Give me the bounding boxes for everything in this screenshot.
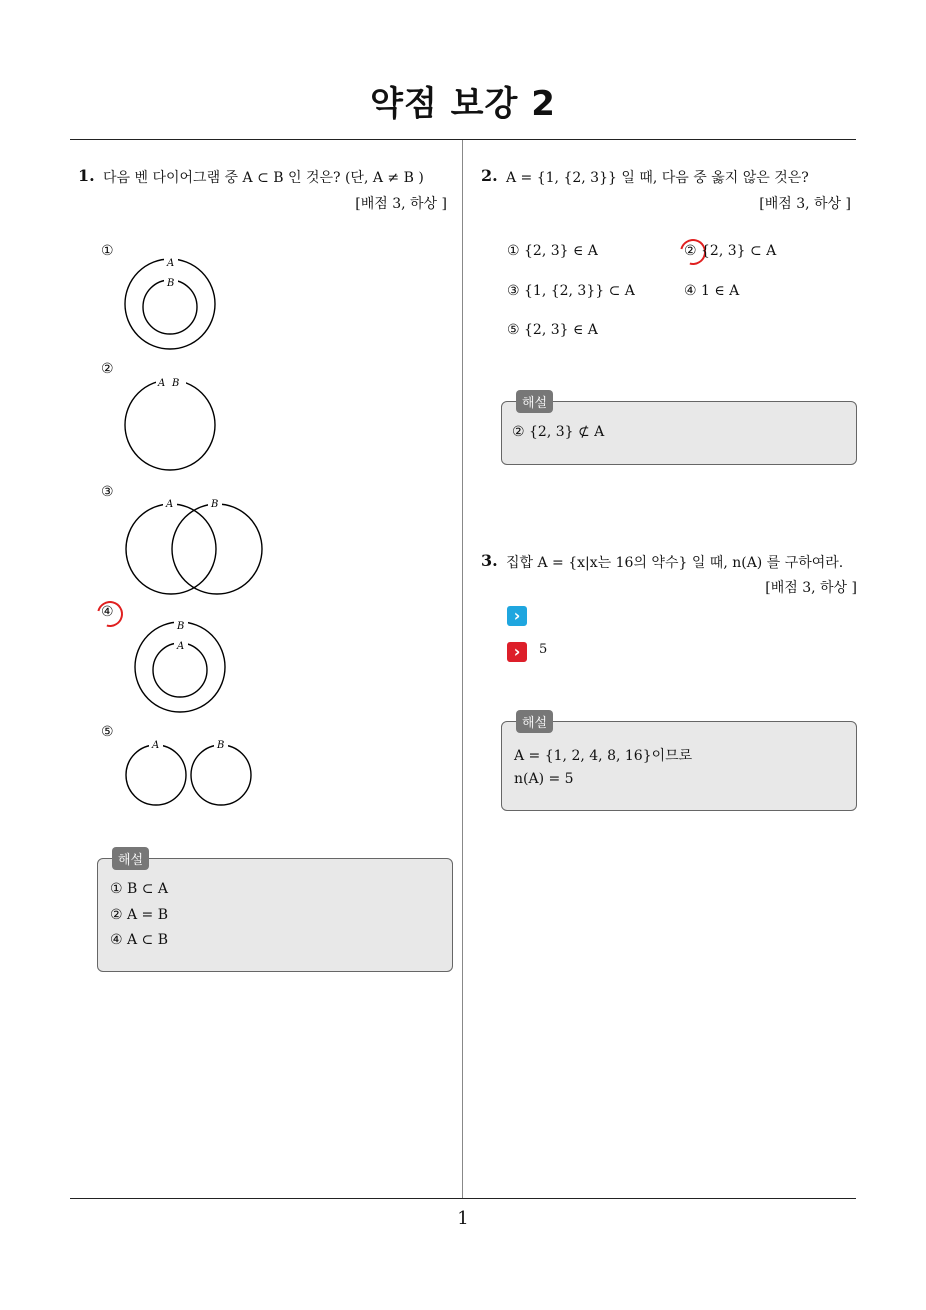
q1-score: [배점 3, 하상 ]: [355, 196, 447, 212]
q2-option-4[interactable]: ④ 1 ∈ A: [684, 283, 740, 299]
answer-reveal-icon[interactable]: ›: [507, 642, 527, 662]
answer-toggle-icon[interactable]: ›: [507, 606, 527, 626]
q3-solution-line: A = {1, 2, 4, 8, 16}이므로: [514, 748, 693, 764]
venn-diagram-1: [118, 255, 228, 355]
q1-solution-tab: 해설: [112, 847, 149, 870]
column-divider: [462, 140, 463, 1198]
q1-option-4[interactable]: ④: [101, 604, 114, 620]
q2-score: [배점 3, 하상 ]: [759, 196, 851, 212]
q2-option-5[interactable]: ⑤ {2, 3} ∈ A: [507, 322, 598, 338]
q3-text: 집합 A = {x|x는 16의 약수} 일 때, n(A) 를 구하여라.: [506, 555, 844, 571]
q1-option-3[interactable]: ③: [101, 484, 114, 500]
page-title: 약점 보강 2: [370, 84, 556, 124]
set-label-a: A: [158, 378, 166, 389]
set-label-b: B: [167, 278, 175, 289]
top-divider: [70, 139, 856, 140]
set-label-a: A: [177, 641, 185, 652]
set-label-b: B: [177, 621, 185, 632]
q3-answer-value: 5: [539, 642, 548, 657]
venn-diagram-3: [118, 495, 268, 595]
set-label-b: B: [217, 740, 225, 751]
page-number: 1: [457, 1208, 469, 1229]
q3-score: [배점 3, 하상 ]: [765, 580, 857, 596]
venn-diagram-2: [118, 375, 228, 475]
q1-number: 1.: [78, 166, 95, 185]
q1-option-2[interactable]: ②: [101, 361, 114, 377]
q1-option-5[interactable]: ⑤: [101, 724, 114, 740]
q2-number: 2.: [481, 166, 498, 185]
q3-solution-line: n(A) = 5: [514, 771, 574, 787]
set-label-a: A: [167, 258, 175, 269]
q2-option-3[interactable]: ③ {1, {2, 3}} ⊂ A: [507, 283, 635, 299]
q1-solution-line: ② A = B: [110, 907, 169, 923]
q2-solution-line: ② {2, 3} ⊄ A: [512, 424, 605, 440]
q2-solution-tab: 해설: [516, 390, 553, 413]
set-label-a: A: [152, 740, 160, 751]
set-label-b: B: [211, 499, 219, 510]
set-label-b: B: [172, 378, 180, 389]
venn-diagram-5: [118, 735, 268, 810]
set-label-a: A: [166, 499, 174, 510]
q3-solution-box: [501, 721, 857, 811]
q2-option-1[interactable]: ① {2, 3} ∈ A: [507, 243, 598, 259]
q1-option-1[interactable]: ①: [101, 243, 114, 259]
q1-text: 다음 벤 다이어그램 중 A ⊂ B 인 것은? (단, A ≠ B ): [103, 170, 424, 186]
q1-solution-line: ① B ⊂ A: [110, 881, 169, 897]
q1-solution-line: ④ A ⊂ B: [110, 932, 169, 948]
bottom-divider: [70, 1198, 856, 1199]
q3-number: 3.: [481, 551, 498, 570]
venn-diagram-4: [130, 618, 240, 718]
q2-option-2[interactable]: ② {2, 3} ⊂ A: [684, 243, 777, 259]
q2-text: A = {1, {2, 3}} 일 때, 다음 중 옳지 않은 것은?: [506, 170, 809, 186]
q3-solution-tab: 해설: [516, 710, 553, 733]
